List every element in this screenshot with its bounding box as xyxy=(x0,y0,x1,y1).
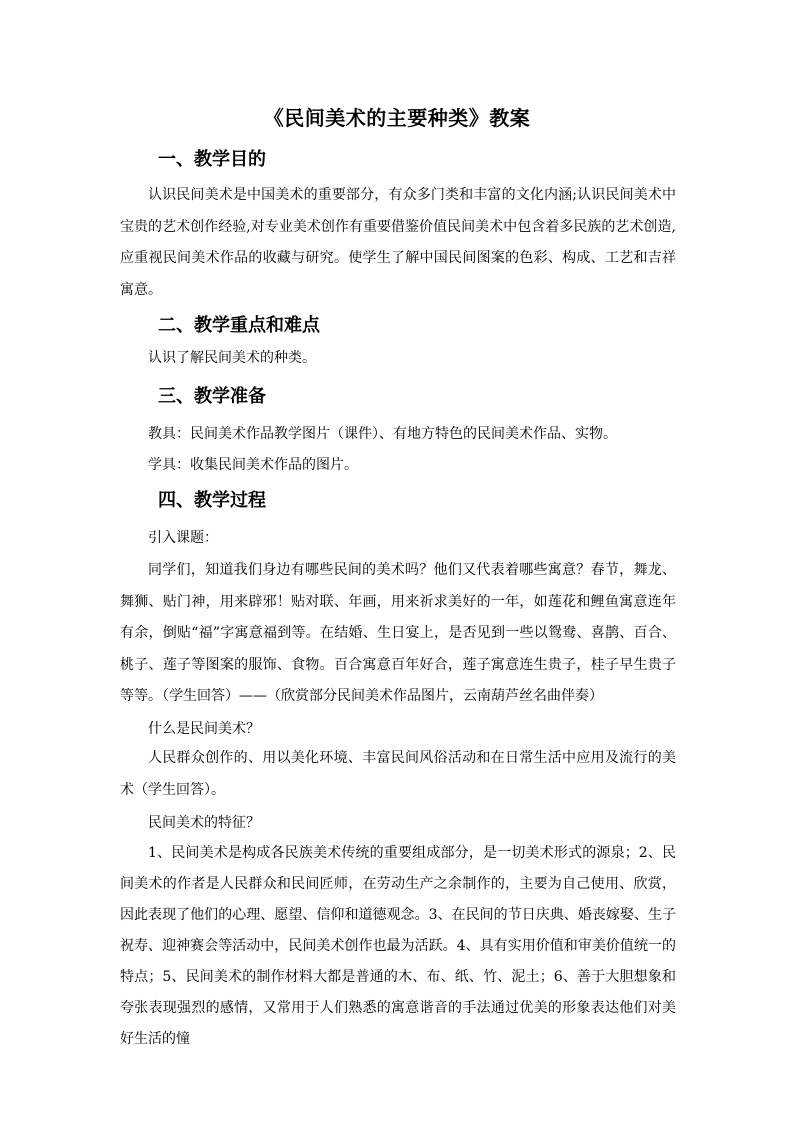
paragraph-teaching-aids: 教具：民间美术作品教学图片（课件）、有地方特色的民间美术作品、实物。 xyxy=(148,426,617,442)
paragraph-question-features: 民间美术的特征？ xyxy=(148,815,260,831)
paragraph-key-points: 认识了解民间美术的种类。 xyxy=(148,350,316,366)
paragraph-student-aids: 学具：收集民间美术作品的图片。 xyxy=(148,457,358,473)
paragraph-objectives: 认识民间美术是中国美术的重要部分，有众多门类和丰富的文化内涵;认识民间美术中宝贵的艺术创作经验,对专业美术创作有重要借鉴价值民间美术中包含着多民族的艺术创造,应重视民间美术作品的收藏与研究。使学生了解中国民间图案的色彩、构成、工艺和吉祥寓意。 xyxy=(120,187,676,298)
section-heading-preparation: 三、教学准备 xyxy=(158,386,266,407)
paragraph-features: 1、民间美术是构成各民族美术传统的重要组成部分，是一切美术形式的源泉；2、民间美术的作者是人民群众和民间匠师，在劳动生产之余制作的，主要为自己使用、欣赏，因此表现了他们的心理、愿望、信仰和道德观念。3、在民间的节日庆典、婚丧嫁娶、生子祝寿、迎神赛会等活动中，民间美术创作也最为活跃。4、具有实用价值和审美价值统一的特点；5、民间美术的制作材料大都是普通的木、布、纸、竹、泥土；6、善于大胆想象和夸张表现强烈的感情，又常用于人们熟悉的寓意谐音的手法通过优美的形象表达他们对美好生活的憧 xyxy=(120,845,676,1047)
paragraph-definition: 人民群众创作的、用以美化环境、丰富民间风俗活动和在日常生活中应用及流行的美术（学生回答）。 xyxy=(120,750,676,798)
paragraph-intro-body: 同学们，知道我们身边有哪些民间的美术吗？他们又代表着哪些寓意？春节，舞龙、舞狮、贴门神，用来辟邪！贴对联、年画，用来祈求美好的一年，如莲花和鲤鱼寓意连年有余，倒贴“福”字寓意福到等。在结婚、生日宴上，是否见到一些以鸳鸯、喜鹊、百合、桃子、莲子等图案的服饰、食物。百合寓意百年好合，莲子寓意连生贵子，桂子早生贵子等等。（学生回答）——（欣赏部分民间美术作品图片，云南葫芦丝名曲伴奏） xyxy=(120,562,676,704)
paragraph-intro-label: 引入课题： xyxy=(148,530,218,546)
section-heading-key-points: 二、教学重点和难点 xyxy=(158,315,320,336)
paragraph-question-what: 什么是民间美术？ xyxy=(148,721,260,737)
document-title: 《民间美术的主要种类》教案 xyxy=(263,106,531,130)
section-heading-process: 四、教学过程 xyxy=(158,490,266,511)
section-heading-objectives: 一、教学目的 xyxy=(158,149,266,170)
